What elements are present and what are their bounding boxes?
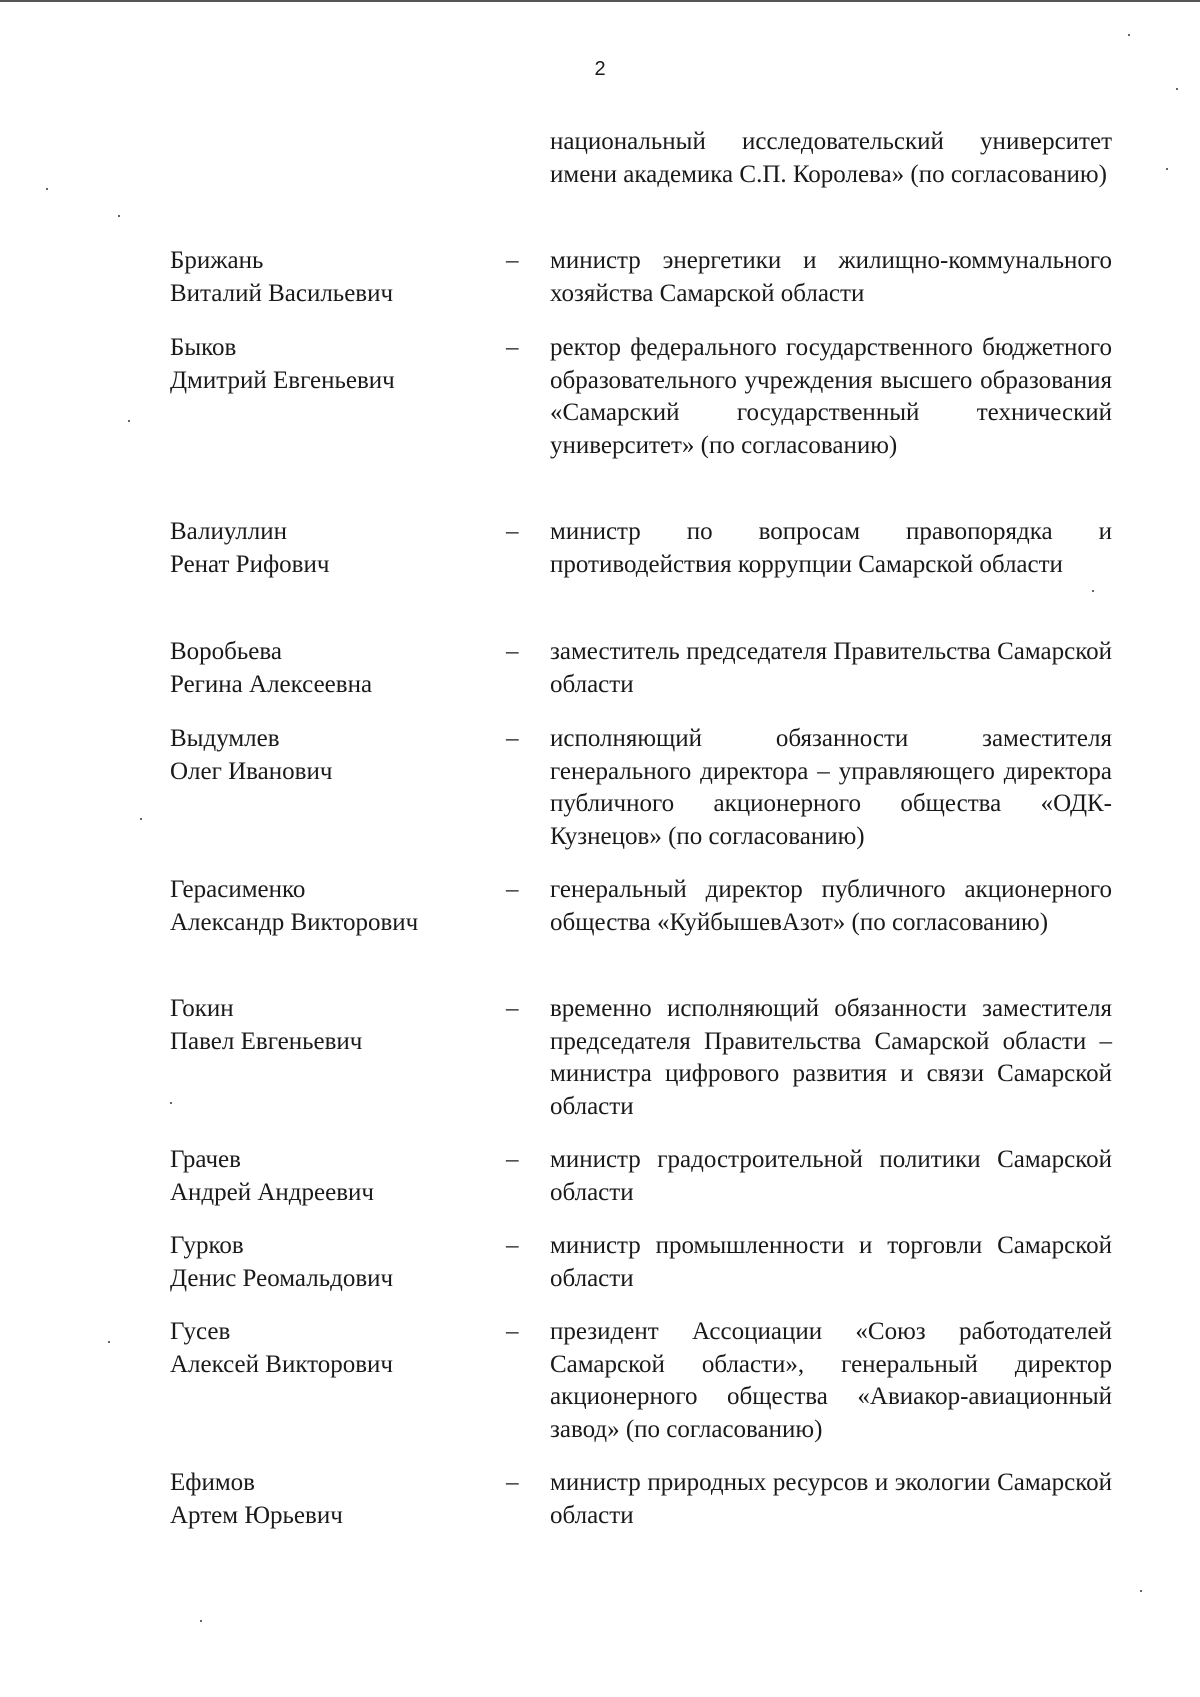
member-given-name: Виталий Васильевич [170,279,394,307]
member-name [170,723,490,788]
member-surname: Валиуллин [170,518,287,545]
member-surname: Гусев [170,1318,231,1345]
dash-separator: – [506,1146,519,1173]
member-position: заместитель председателя Правительства Самарской области [550,638,1112,698]
member-position: министр энергетики и жилищно-коммунального хозяйства Самарской области [550,247,1112,307]
member-surname: Быков [170,334,237,361]
member-given-name: Регина Алексеевна [170,670,373,698]
scan-speck [200,1620,202,1622]
member-given-name: Денис Реомальдович [170,1264,394,1292]
member-position: временно исполняющий обязанности заместителя председателя Правительства Самарской области – министра цифрового развития и связи Самарской области [550,995,1112,1120]
member-position: президент Ассоциации «Союз работодателей Самарской области», генеральный директор акционерного общества «Авиакор-авиационный завод» (по согласованию) [550,1318,1112,1443]
member-position: министр природных ресурсов и экологии Самарской области [550,1469,1112,1529]
member-name [170,1230,490,1295]
member-position: министр промышленности и торговли Самарской области [550,1232,1112,1292]
dash-separator: – [506,876,519,903]
dash-separator: – [506,995,519,1022]
scan-speck [1140,1590,1142,1592]
scan-speck [140,818,142,820]
scan-speck [170,1102,172,1104]
member-position: ректор федерального государственного бюджетного образовательного учреждения высшего образования «Самарский государственный технический университет» (по согласованию) [550,334,1112,459]
dash-separator: – [506,638,519,665]
member-surname: Воробьева [170,638,282,665]
dash-separator: – [506,247,519,274]
dash-separator: – [506,1318,519,1345]
dash-separator: – [506,334,519,361]
member-position: генеральный директор публичного акционерного общества «КуйбышевАзот» (по согласованию) [550,876,1112,936]
dash-separator: – [506,1469,519,1496]
member-name [170,1467,490,1532]
member-name [170,245,490,310]
member-name [170,874,490,939]
continuation-text: национальный исследовательский университет имени академика С.П. Королева» (по согласованию) [550,128,1112,188]
member-name [170,993,490,1058]
dash-separator: – [506,725,519,752]
scan-speck [1092,590,1094,592]
member-surname: Герасименко [170,876,306,903]
scan-speck [108,1341,110,1343]
member-surname: Брижань [170,247,264,274]
member-given-name: Ренат Рифович [170,550,330,578]
member-name [170,1144,490,1209]
member-surname: Грачев [170,1146,241,1173]
member-name [170,332,490,397]
member-surname: Ефимов [170,1469,255,1496]
member-given-name: Андрей Андреевич [170,1178,374,1206]
member-name [170,1316,490,1381]
scan-speck [128,420,130,422]
member-given-name: Дмитрий Евгеньевич [170,366,395,394]
dash-separator: – [506,518,519,545]
scan-speck [118,215,120,217]
member-given-name: Артем Юрьевич [170,1501,343,1529]
scan-speck [1166,168,1168,170]
member-surname: Гурков [170,1232,244,1259]
member-given-name: Александр Викторович [170,908,419,936]
member-position: министр по вопросам правопорядка и противодействия коррупции Самарской области [550,518,1112,578]
member-given-name: Олег Иванович [170,757,333,785]
member-position: министр градостроительной политики Самарской области [550,1146,1112,1206]
page-number: 2 [594,58,606,80]
member-given-name: Алексей Викторович [170,1350,393,1378]
dash-separator: – [506,1232,519,1259]
member-given-name: Павел Евгеньевич [170,1027,363,1055]
member-surname: Гокин [170,995,234,1022]
scan-speck [1128,34,1130,36]
top-rule [0,0,1200,2]
member-name [170,516,490,581]
scan-speck [46,188,48,190]
member-name [170,636,490,701]
member-surname: Выдумлев [170,725,280,752]
scan-speck [1176,88,1178,90]
member-position: исполняющий обязанности заместителя генерального директора – управляющего директора публичного акционерного общества «ОДК-Кузнецов» (по согласованию) [550,725,1112,850]
